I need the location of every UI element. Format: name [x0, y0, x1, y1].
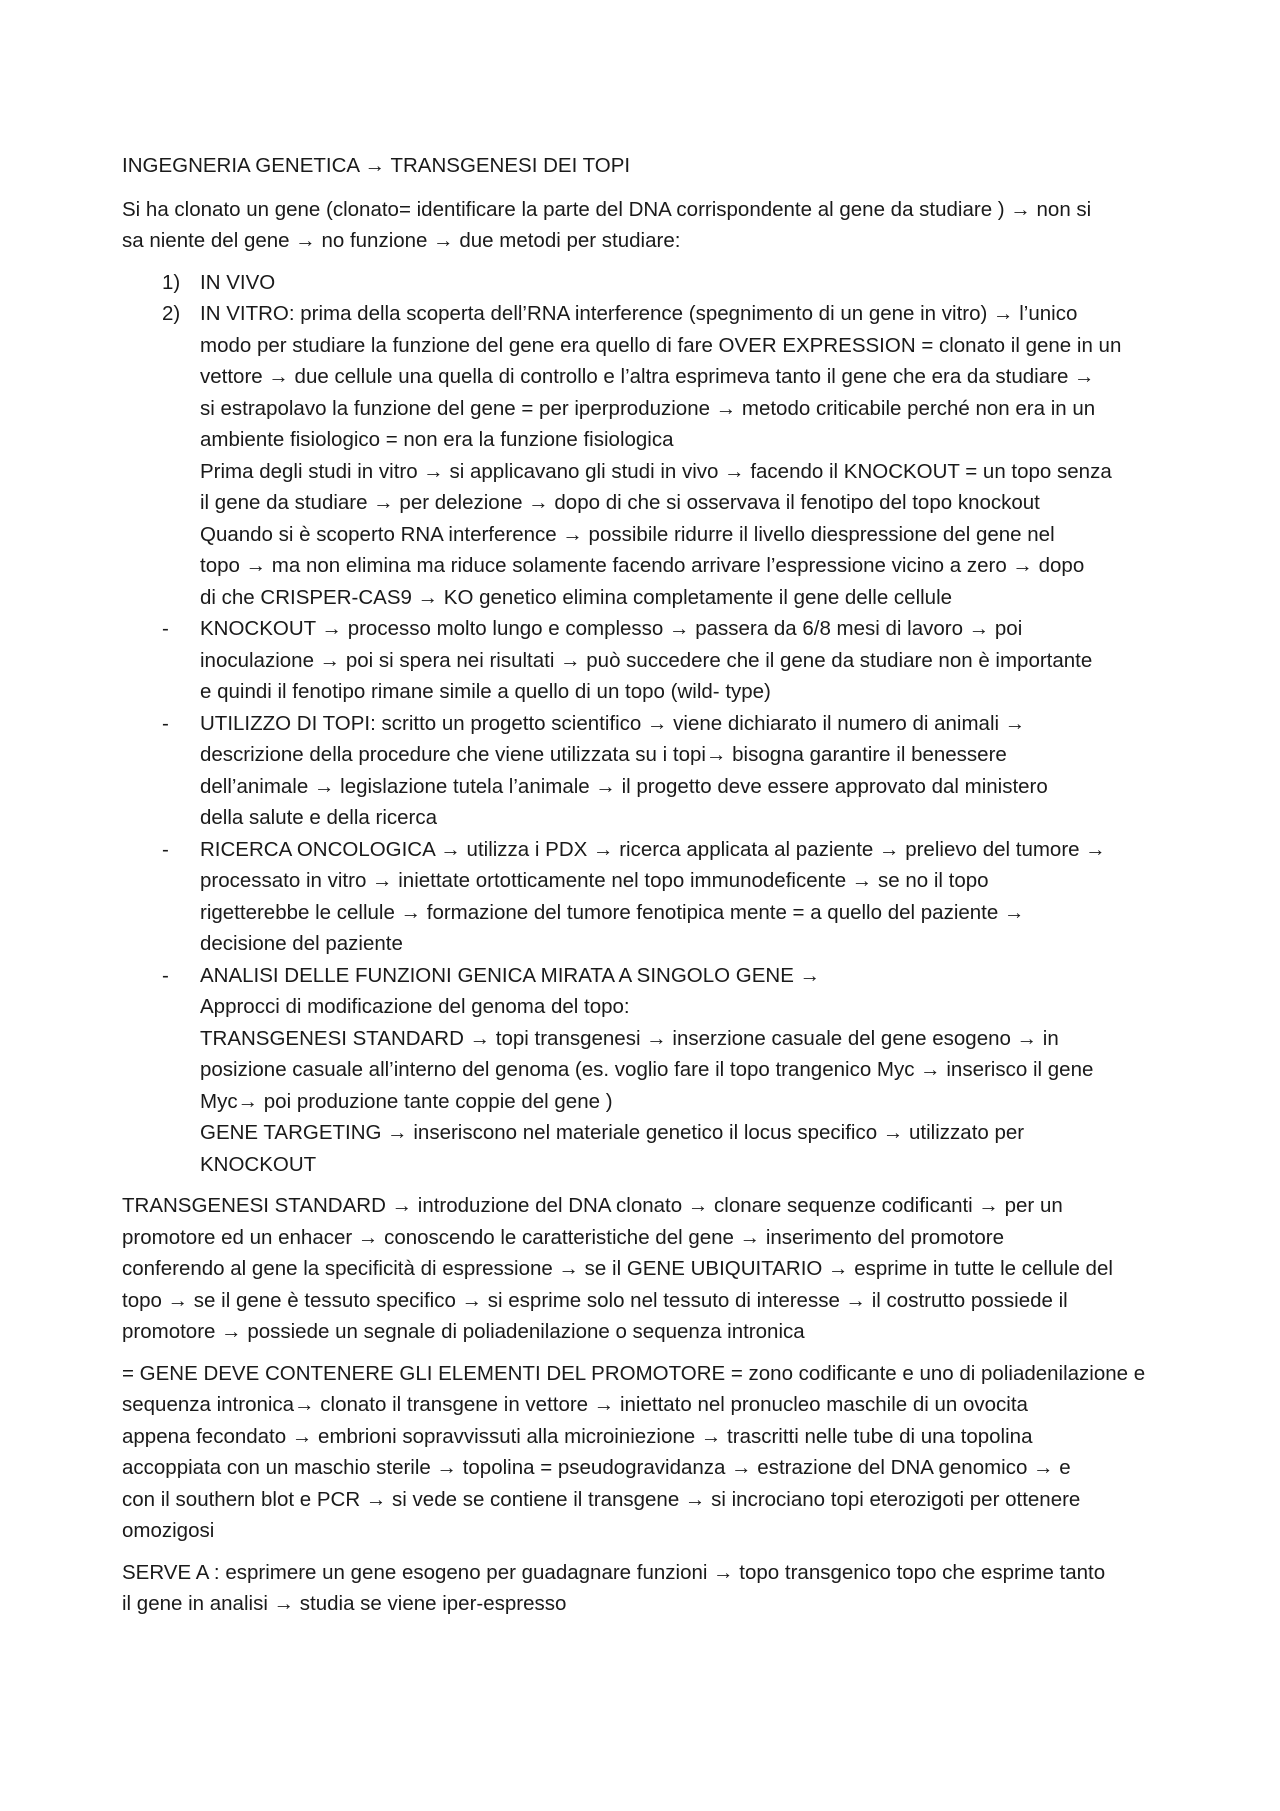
text-line: appena fecondato → embrioni sopravvissuti alla microiniezione → trascritti nelle tube di una topolina	[122, 1424, 1033, 1448]
text-line: SERVE A : esprimere un gene esogeno per guadagnare funzioni → topo transgenico topo che esprime tanto	[122, 1560, 1106, 1584]
text-line: RICERCA ONCOLOGICA → utilizza i PDX → ricerca applicata al paziente → prelievo del tumore →	[200, 837, 1106, 861]
list-marker: 2)	[162, 302, 181, 325]
list-item	[122, 613, 1182, 708]
text-line: TRANSGENESI STANDARD → introduzione del DNA clonato → clonare sequenze codificanti → per un	[122, 1194, 1063, 1217]
text-line: GENE TARGETING → inseriscono nel materiale genetico il locus specifico → utilizzato per	[200, 1121, 1025, 1144]
text-line: si estrapolavo la funzione del gene = per iperproduzione → metodo criticabile perché non era in un	[200, 396, 1096, 420]
text-line: posizione casuale all’interno del genoma (es. voglio fare il topo trangenico Myc → inserisco il gene	[200, 1058, 1094, 1081]
body-paragraph	[122, 1557, 1182, 1620]
text-line: UTILIZZO DI TOPI: scritto un progetto scientifico → viene dichiarato il numero di animali →	[200, 711, 1026, 735]
list-item	[122, 267, 1182, 299]
text-line: IN VIVO	[200, 270, 276, 294]
text-line: TRANSGENESI STANDARD → topi transgenesi → inserzione casuale del gene esogeno → in	[200, 1026, 1059, 1050]
list-marker: 1)	[162, 270, 181, 294]
list-item	[122, 708, 1182, 834]
body-paragraph	[122, 1190, 1182, 1348]
list-item	[122, 834, 1182, 960]
list-item	[122, 960, 1182, 1181]
text-line: promotore → possiede un segnale di poliadenilazione o sequenza intronica	[122, 1320, 805, 1343]
text-line: processato in vitro → iniettate ortotticamente nel topo immunodeficente → se no il topo	[200, 869, 989, 892]
body-paragraph	[122, 1358, 1182, 1547]
text-line: ambiente fisiologico = non era la funzione fisiologica	[200, 428, 674, 451]
text-line: Approcci di modificazione del genoma del topo:	[200, 995, 630, 1018]
text-line: modo per studiare la funzione del gene era quello di fare OVER EXPRESSION = clonato il gene in un	[200, 333, 1122, 357]
text-line: il gene da studiare → per delezione → dopo di che si osservava il fenotipo del topo knockout	[200, 491, 1040, 514]
text-line: promotore ed un enhacer → conoscendo le caratteristiche del gene → inserimento del promotore	[122, 1225, 1004, 1249]
text-line: KNOCKOUT	[200, 1152, 317, 1176]
text-line: IN VITRO: prima della scoperta dell’RNA interference (spegnimento di un gene in vitro) → l’unico	[200, 302, 1078, 325]
text-line: accoppiata con un maschio sterile → topolina = pseudogravidanza → estrazione del DNA genomico → e	[122, 1456, 1071, 1479]
text-line: e quindi il fenotipo rimane simile a quello di un topo (wild- type)	[200, 680, 771, 703]
text-line: vettore → due cellule una quella di controllo e l’altra esprimeva tanto il gene che era da studiare →	[200, 365, 1095, 388]
text-line: sequenza intronica→ clonato il transgene in vettore → iniettato nel pronucleo maschile di un ovocita	[122, 1393, 1028, 1416]
text-line: Si ha clonato un gene (clonato= identificare la parte del DNA corrispondente al gene da studiare ) → non si	[122, 197, 1092, 221]
text-line: ANALISI DELLE FUNZIONI GENICA MIRATA A SINGOLO GENE →	[200, 963, 821, 987]
text-line: descrizione della procedure che viene utilizzata su i topi→ bisogna garantire il benessere	[200, 743, 1007, 766]
text-line: Myc→ poi produzione tante coppie del gene )	[200, 1089, 613, 1113]
text-line: con il southern blot e PCR → si vede se contiene il transgene → si incrociano topi eterozigoti per ottenere	[122, 1487, 1081, 1511]
text-line: topo → se il gene è tessuto specifico → si esprime solo nel tessuto di interesse → il costrutto possiede il	[122, 1288, 1068, 1312]
text-line: il gene in analisi → studia se viene iper-espresso	[122, 1592, 567, 1615]
text-line: di che CRISPER-CAS9 → KO genetico elimina completamente il gene delle cellule	[200, 585, 953, 609]
text-line: inoculazione → poi si spera nei risultati → può succedere che il gene da studiare non è importante	[200, 648, 1093, 672]
text-line: = GENE DEVE CONTENERE GLI ELEMENTI DEL PROMOTORE = zono codificante e uno di poliadenilazione e	[122, 1361, 1146, 1385]
text-line: omozigosi	[122, 1519, 215, 1542]
text-line: Quando si è scoperto RNA interference → possibile ridurre il livello diespressione del gene nel	[200, 522, 1055, 546]
text-line: conferendo al gene la specificità di espressione → se il GENE UBIQUITARIO → esprime in tutte le cellule del	[122, 1257, 1113, 1280]
text-line: Prima degli studi in vitro → si applicavano gli studi in vivo → facendo il KNOCKOUT = un topo senza	[200, 459, 1112, 483]
document-title	[122, 150, 1182, 182]
list-marker: -	[162, 963, 169, 987]
text-line: decisione del paziente	[200, 932, 403, 955]
intro-paragraph	[122, 194, 1182, 257]
list-marker: -	[162, 711, 169, 735]
list-item	[122, 298, 1182, 613]
text-line: dell’animale → legislazione tutela l’animale → il progetto deve essere approvato dal ministero	[200, 774, 1048, 798]
title-line: INGEGNERIA GENETICA → TRANSGENESI DEI TOPI	[122, 154, 631, 177]
text-line: topo → ma non elimina ma riduce solamente facendo arrivare l’espressione vicino a zero → dopo	[200, 554, 1085, 577]
text-line: rigetterebbe le cellule → formazione del tumore fenotipica mente = a quello del paziente →	[200, 900, 1025, 924]
list-marker: -	[162, 617, 169, 640]
method-list	[122, 267, 1182, 1181]
text-line: della salute e della ricerca	[200, 806, 438, 829]
text-line: sa niente del gene → no funzione → due metodi per studiare:	[122, 229, 681, 252]
list-marker: -	[162, 837, 169, 861]
document-page	[122, 150, 1182, 1630]
text-line: KNOCKOUT → processo molto lungo e complesso → passera da 6/8 mesi di lavoro → poi	[200, 617, 1023, 640]
